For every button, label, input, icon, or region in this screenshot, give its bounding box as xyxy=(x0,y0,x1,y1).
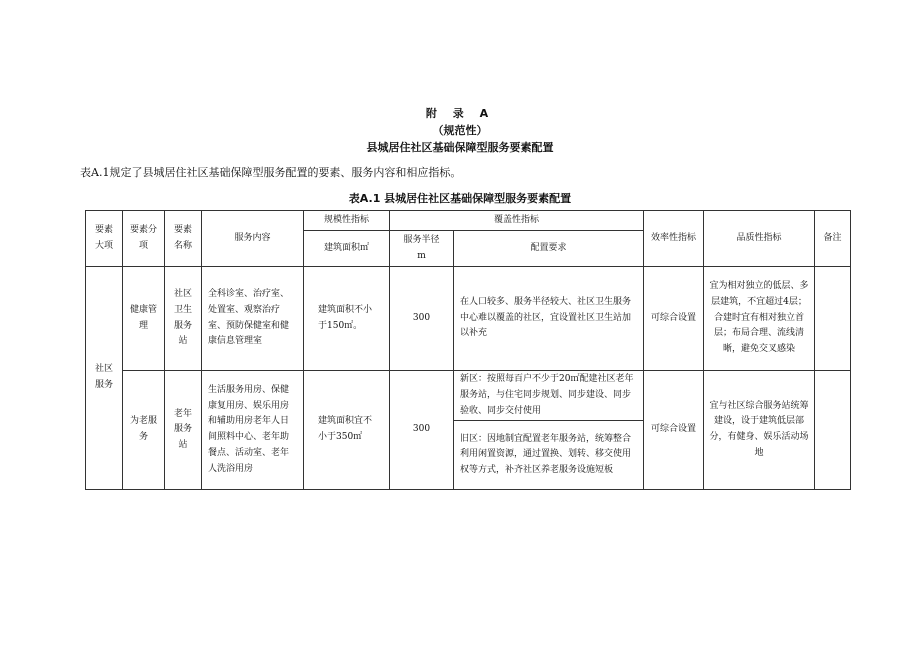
elderly-area: 建筑面积宜不小于350㎡ xyxy=(304,371,390,490)
header-name: 要素名称 xyxy=(165,211,202,267)
health-efficiency: 可综合设置 xyxy=(644,267,704,371)
elderly-config-new: 新区：按照每百户不少于20㎡配建社区老年服务站，与住宅同步规划、同步建设、同步验收、同步交付使用 xyxy=(454,371,644,421)
health-note xyxy=(815,267,851,371)
table-caption: 表A.1 县城居住社区基础保障型服务要素配置 xyxy=(348,192,572,205)
header-area: 建筑面积㎡ xyxy=(304,231,390,267)
health-name: 社区卫生服务站 xyxy=(165,267,202,371)
elderly-quality: 宜与社区综合服务站统筹建设，设于建筑低层部分，有健身、娱乐活动场地 xyxy=(704,371,815,490)
elderly-sub: 为老服务 xyxy=(123,371,165,490)
elderly-config-old: 旧区：因地制宜配置老年服务站，统筹整合利用闲置资源，通过置换、划转、移交使用权等方式，补齐社区养老服务设施短板 xyxy=(454,421,644,490)
header-scale: 规模性指标 xyxy=(304,211,390,231)
health-sub: 健康管理 xyxy=(123,267,165,371)
health-quality: 宜为相对独立的低层、多层建筑，不宜超过4层；合建时宜有相对独立首层；布局合理、流线清晰，避免交叉感染 xyxy=(704,267,815,371)
elderly-name: 老年服务站 xyxy=(165,371,202,490)
header-sub: 要素分项 xyxy=(123,211,165,267)
row-major: 社区服务 xyxy=(86,267,123,490)
header-major: 要素大项 xyxy=(86,211,123,267)
header-radius: 服务半径m xyxy=(390,231,454,267)
header-content: 服务内容 xyxy=(202,211,304,267)
elderly-content: 生活服务用房、保健康复用房、娱乐用房和辅助用房老年人日间照料中心、老年助餐点、活动室、老年人洗浴用房 xyxy=(202,371,304,490)
appendix-title: 附 录 A xyxy=(425,107,495,120)
health-config: 在人口较多、服务半径较大、社区卫生服务中心难以覆盖的社区，宜设置社区卫生站加以补充 xyxy=(454,267,644,371)
header-note: 备注 xyxy=(815,211,851,267)
health-content: 全科诊室、治疗室、处置室、观察治疗室、预防保健室和健康信息管理室 xyxy=(202,267,304,371)
normative-label: （规范性） xyxy=(432,124,488,137)
elderly-radius: 300 xyxy=(390,371,454,490)
elderly-note xyxy=(815,371,851,490)
health-area: 建筑面积不小于150㎡。 xyxy=(304,267,390,371)
header-efficiency: 效率性指标 xyxy=(644,211,704,267)
header-coverage: 覆盖性指标 xyxy=(390,211,644,231)
header-quality: 品质性指标 xyxy=(704,211,815,267)
intro-paragraph: 表A.1规定了县城居住社区基础保障型服务配置的要素、服务内容和相应指标。 xyxy=(80,166,462,179)
health-radius: 300 xyxy=(390,267,454,371)
service-config-table xyxy=(85,210,851,490)
document-title: 县城居住社区基础保障型服务要素配置 xyxy=(366,141,554,154)
header-config: 配置要求 xyxy=(454,231,644,267)
elderly-efficiency: 可综合设置 xyxy=(644,371,704,490)
